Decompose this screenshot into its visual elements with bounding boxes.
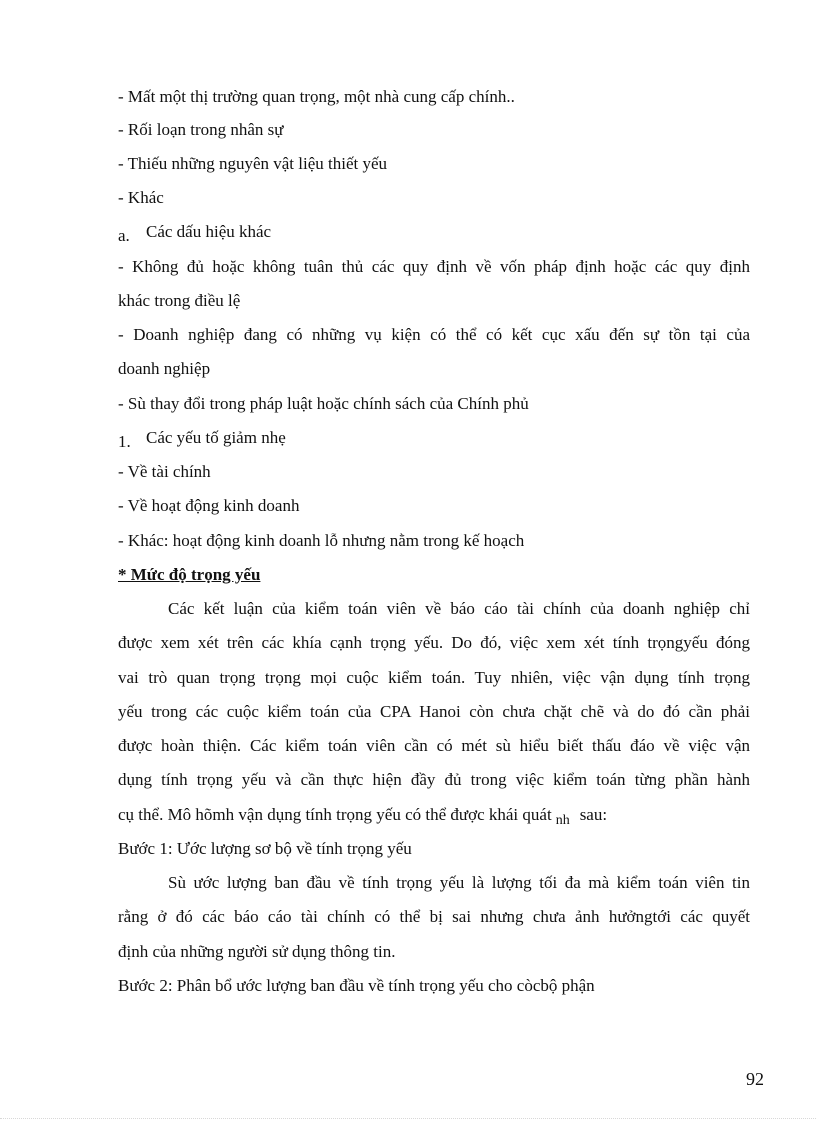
paragraph-line: yếu trong các cuộc kiểm toán của CPA Hanoi còn chưa chặt chẽ và do đó cần phải <box>118 702 750 721</box>
step-2-heading: Bước 2: Phân bổ ước lượng ban đầu về tính trọng yếu cho còcbộ phận <box>118 976 595 995</box>
page-bottom-divider <box>0 1118 816 1119</box>
text-line: - Về hoạt động kinh doanh <box>118 496 300 515</box>
text-span: sau: <box>579 805 608 824</box>
paragraph-line: rằng ở đó các báo cáo tài chính có thể bị sai nhưng chưa ảnh hưởngtới các quyết <box>118 907 750 926</box>
paragraph-line: Sù ước lượng ban đầu về tính trọng yếu là lượng tối đa mà kiểm toán viên tin <box>168 873 750 892</box>
paragraph-line: được xem xét trên các khía cạnh trọng yếu. Do đó, việc xem xét tính trọngyếu đóng <box>118 633 750 652</box>
list-marker: a. <box>118 226 130 245</box>
text-span: cụ thể. Mô hõmh vận dụng tính trọng yếu có thể được khái quát <box>118 805 552 824</box>
section-1-heading <box>118 427 286 453</box>
text-line: - Mất một thị trường quan trọng, một nhà cung cấp chính.. <box>118 87 515 106</box>
text-line: - Về tài chính <box>118 462 211 481</box>
text-line: - Khác <box>118 188 164 207</box>
text-line: - Thiếu những nguyên vật liệu thiết yếu <box>118 154 388 173</box>
paragraph-line: định của những người sử dụng thông tin. <box>118 942 396 961</box>
list-marker: 1. <box>118 432 131 451</box>
paragraph-line: Các kết luận của kiểm toán viên về báo cáo tài chính của doanh nghiệp chỉ <box>168 599 750 618</box>
text-span-small: nh <box>555 813 570 828</box>
page-number: 92 <box>746 1069 764 1089</box>
section-title: Các dấu hiệu khác <box>146 222 272 241</box>
section-heading-materiality: * Mức độ trọng yếu <box>118 565 261 584</box>
section-title: Các yếu tố giảm nhẹ <box>146 428 286 447</box>
paragraph-line: dụng tính trọng yếu và cần thực hiện đầy đủ trong việc kiểm toán từng phần hành <box>118 770 750 789</box>
text-line: - Rối loạn trong nhân sự <box>118 120 284 139</box>
text-line: - Doanh nghiệp đang có những vụ kiện có thể có kết cục xấu đến sự tồn tại của <box>118 325 750 344</box>
text-line: doanh nghiệp <box>118 359 211 378</box>
text-line: khác trong điều lệ <box>118 291 241 310</box>
paragraph-last-line <box>118 804 607 832</box>
paragraph-line: vai trò quan trọng trọng mọi cuộc kiểm toán. Tuy nhiên, việc vận dụng tính trọng <box>118 668 750 687</box>
text-line: - Khác: hoạt động kinh doanh lỗ nhưng nằm trong kế hoạch <box>118 531 525 550</box>
step-1-heading: Bước 1: Ước lượng sơ bộ về tính trọng yếu <box>118 839 412 858</box>
text-line: - Không đủ hoặc không tuân thủ các quy định về vốn pháp định hoặc các quy định <box>118 257 750 276</box>
section-a-heading <box>118 221 271 247</box>
text-line: - Sù thay đổi trong pháp luật hoặc chính sách của Chính phủ <box>118 394 529 413</box>
paragraph-line: được hoàn thiện. Các kiểm toán viên cần có mét sù hiểu biết thấu đáo về việc vận <box>118 736 750 755</box>
